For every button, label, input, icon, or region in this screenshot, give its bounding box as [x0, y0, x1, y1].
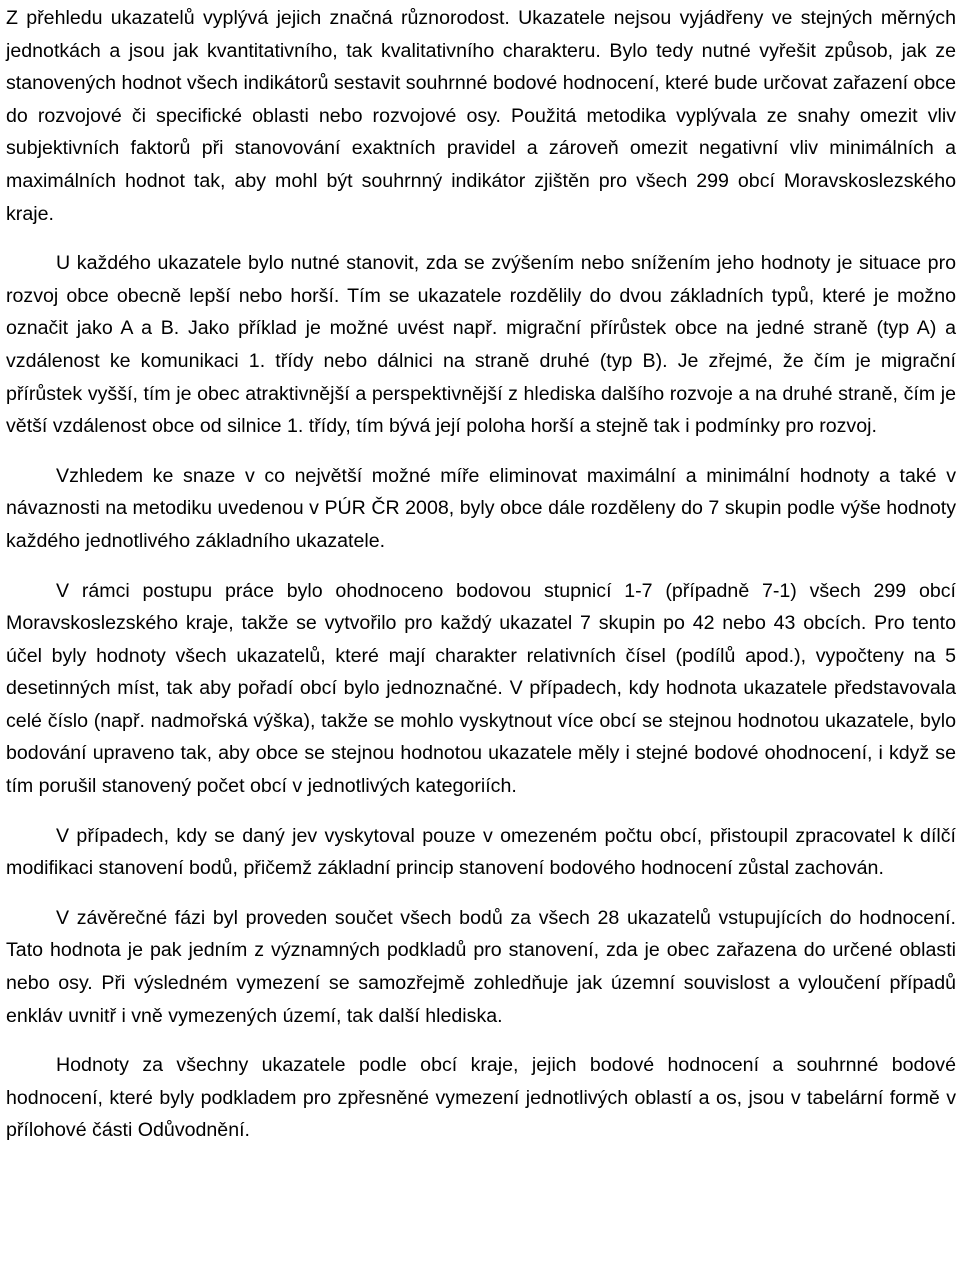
paragraph-4: V rámci postupu práce bylo ohodnoceno bodovou stupnicí 1-7 (případně 7-1) všech 299 obcí Moravskoslezského kraje, takže se vytvořilo pro každý ukazatel 7 skupin po 42 nebo 43 obcích. Pro tento účel byly hodnoty všech ukazatelů, které mají charakter relativních čísel (podílů apod.), vypočteny na 5 desetinných míst, tak aby pořadí obcí bylo jednoznačné. V případech, kdy hodnota ukazatele představovala celé číslo (např. nadmořská výška), takže se mohlo vyskytnout více obcí se stejnou hodnotou ukazatele, bylo bodování upraveno tak, aby obce se stejnou hodnotou ukazatele měly i stejné bodové ohodnocení, i když se tím porušil stanovený počet obcí v jednotlivých kategoriích.: [6, 579, 956, 798]
paragraph-6: V závěrečné fázi byl proveden součet všech bodů za všech 28 ukazatelů vstupujících do hodnocení. Tato hodnota je pak jedním z významných podkladů pro stanovení, zda je obec zařazena do určené oblasti nebo osy. Při výsledném vymezení se samozřejmě zohledňuje jak územní souvislost a vyloučení případů enkláv uvnitř i vně vymezených území, tak další hlediska.: [6, 906, 956, 1027]
paragraph-3: Vzhledem ke snaze v co největší možné míře eliminovat maximální a minimální hodnoty a také v návaznosti na metodiku uvedenou v PÚR ČR 2008, byly obce dále rozděleny do 7 skupin podle výše hodnoty každého jednotlivého základního ukazatele.: [6, 464, 956, 552]
paragraph-2: U každého ukazatele bylo nutné stanovit, zda se zvýšením nebo snížením jeho hodnoty je situace pro rozvoj obce obecně lepší nebo horší. Tím se ukazatele rozdělily do dvou základních typů, které je možno označit jako A a B. Jako příklad je možné uvést např. migrační přírůstek obce na jedné straně (typ A) a vzdálenost ke komunikaci 1. třídy nebo dálnici na straně druhé (typ B). Je zřejmé, že čím je migrační přírůstek vyšší, tím je obec atraktivnější a perspektivnější z hlediska dalšího rozvoje a na druhé straně, čím je větší vzdálenost obce od silnice 1. třídy, tím bývá její poloha horší a stejně tak i podmínky pro rozvoj.: [6, 252, 956, 438]
paragraph-5: V případech, kdy se daný jev vyskytoval pouze v omezeném počtu obcí, přistoupil zpracovatel k dílčí modifikaci stanovení bodů, přičemž základní princip stanovení bodového hodnocení zůstal zachován.: [6, 824, 956, 880]
paragraph-7: Hodnoty za všechny ukazatele podle obcí kraje, jejich bodové hodnocení a souhrnné bodové hodnocení, které byly podkladem pro zpřesněné vymezení jednotlivých oblastí a os, jsou v tabelární formě v přílohové části Odůvodnění.: [6, 1054, 956, 1142]
document-page: [0, 2, 960, 1285]
paragraph-1: Z přehledu ukazatelů vyplývá jejich značná různorodost. Ukazatele nejsou vyjádřeny ve stejných měrných jednotkách a jsou jak kvantitativního, tak kvalitativního charakteru. Bylo tedy nutné vyřešit způsob, jak ze stanovených hodnot všech indikátorů sestavit souhrnné bodové hodnocení, které bude určovat zařazení obce do rozvojové či specifické oblasti nebo rozvojové osy. Použitá metodika vyplývala ze snahy omezit vliv subjektivních faktorů při stanovování exaktních pravidel a zároveň omezit negativní vliv minimálních a maximálních hodnot tak, aby mohl být souhrnný indikátor zjištěn pro všech 299 obcí Moravskoslezského kraje.: [6, 7, 956, 225]
